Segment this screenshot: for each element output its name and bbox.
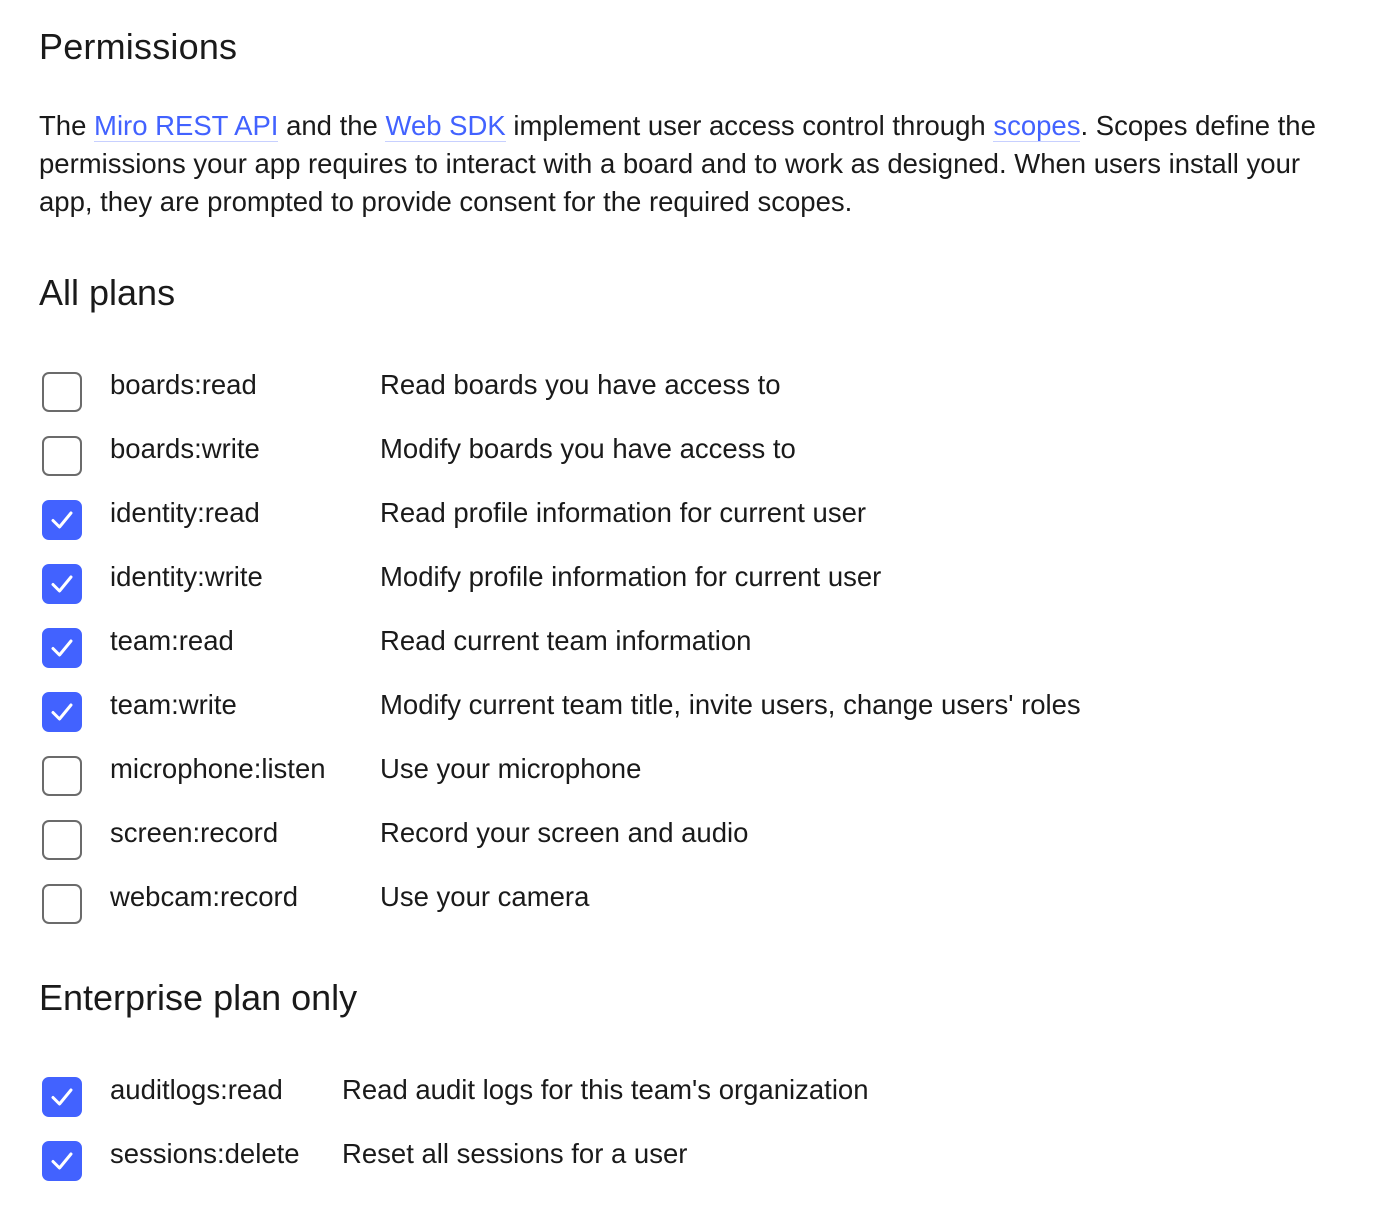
scope-description: Read current team information xyxy=(380,625,752,656)
scope-checkbox-screen-record[interactable] xyxy=(42,820,82,860)
scope-description: Read profile information for current user xyxy=(380,497,867,528)
scope-checkbox-webcam-record[interactable] xyxy=(42,884,82,924)
check-icon xyxy=(50,637,74,659)
scope-description: Use your microphone xyxy=(380,753,642,784)
scope-description: Modify profile information for current user xyxy=(380,561,882,592)
scope-name: auditlogs:read xyxy=(110,1074,283,1105)
scope-checkbox-boards-read[interactable] xyxy=(42,372,82,412)
scope-name: screen:record xyxy=(110,817,279,848)
scope-name: sessions:delete xyxy=(110,1138,300,1169)
intro-text: . Scopes define the permissions your app requires to interact with a board and to work as designed. When users install your app, they are prompted to provide consent for the required scopes. xyxy=(39,110,1316,217)
scope-description: Reset all sessions for a user xyxy=(342,1138,688,1169)
scope-checkbox-identity-read[interactable] xyxy=(42,500,82,540)
scope-name: team:write xyxy=(110,689,237,720)
intro-paragraph xyxy=(39,107,1339,221)
check-icon xyxy=(50,701,74,723)
scope-description: Record your screen and audio xyxy=(380,817,749,848)
scope-checkbox-auditlogs-read[interactable] xyxy=(42,1077,82,1117)
scope-checkbox-identity-write[interactable] xyxy=(42,564,82,604)
intro-text: and the xyxy=(278,110,386,141)
miro-rest-api-link[interactable]: Miro REST API xyxy=(94,110,279,141)
check-icon xyxy=(50,509,74,531)
scope-checkbox-sessions-delete[interactable] xyxy=(42,1141,82,1181)
scope-description: Read audit logs for this team's organization xyxy=(342,1074,869,1105)
scope-checkbox-team-read[interactable] xyxy=(42,628,82,668)
scope-description: Modify boards you have access to xyxy=(380,433,796,464)
check-icon xyxy=(50,1150,74,1172)
scope-name: boards:write xyxy=(110,433,260,464)
scope-description: Use your camera xyxy=(380,881,590,912)
check-icon xyxy=(50,573,74,595)
scope-name: webcam:record xyxy=(110,881,298,912)
scope-checkbox-team-write[interactable] xyxy=(42,692,82,732)
scope-description: Read boards you have access to xyxy=(380,369,781,400)
scope-name: identity:write xyxy=(110,561,263,592)
scope-checkbox-microphone-listen[interactable] xyxy=(42,756,82,796)
scopes-link[interactable]: scopes xyxy=(993,110,1081,141)
check-icon xyxy=(50,1086,74,1108)
scope-description: Modify current team title, invite users, change users' roles xyxy=(380,689,1081,720)
section-title-all-plans: All plans xyxy=(39,272,176,313)
web-sdk-link[interactable]: Web SDK xyxy=(385,110,506,141)
intro-text: The xyxy=(39,110,95,141)
scope-name: microphone:listen xyxy=(110,753,326,784)
scope-name: identity:read xyxy=(110,497,260,528)
scope-name: boards:read xyxy=(110,369,257,400)
page-title: Permissions xyxy=(39,26,238,67)
scope-name: team:read xyxy=(110,625,234,656)
scope-checkbox-boards-write[interactable] xyxy=(42,436,82,476)
section-title-enterprise: Enterprise plan only xyxy=(39,977,358,1018)
intro-text: implement user access control through xyxy=(505,110,994,141)
